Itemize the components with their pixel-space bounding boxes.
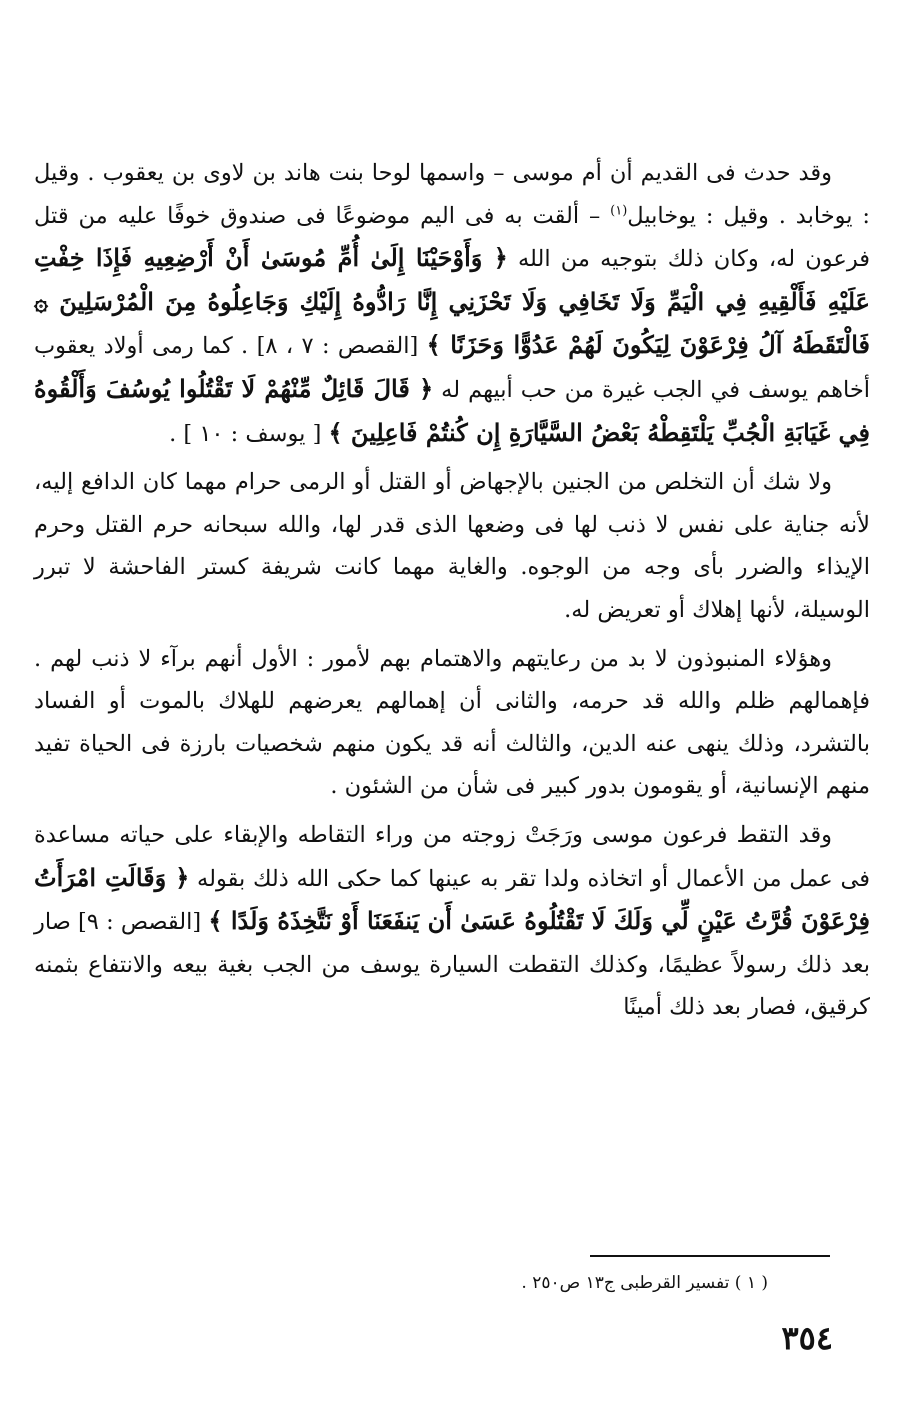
paragraph-2 (34, 461, 870, 631)
text-segment: ولا شك أن التخلص من الجنين بالإجهاض أو القتل أو الرمى حرام مهما كان الدافع إليه، لأنه جناية على نفس لا ذنب لها فى وضعها الذى قدر لها، والله سبحانه حرم القتل وحرم الإيذاء والضرر بأى وجه من الوجوه. والغاية مهما كانت شريفة كستر الفاحشة لا تبرر الوسيلة، لأنها إهلاك أو تعريض له. (34, 469, 870, 623)
footnote: ( ١ ) تفسير القرطبى ج١٣ ص٢٥٠ . (521, 1273, 768, 1293)
text-segment: وهؤلاء المنبوذون لا بد من رعايتهم والاهتمام بهم لأمور : الأول أنهم برآء لا ذنب لهم . فإهمالهم ظلم والله قد حرمه، والثانى أن إهمالهم يعرضهم للهلاك بالموت أو الفساد بالتشرد، وذلك ينهى عنه الدين، والثالث أنه قد يكون منهم شخصيات بارزة فى الحياة تفيد منهم الإنسانية، أو يقومون بدور كبير فى شأن من الشئون . (34, 645, 870, 800)
text-segment: [القصص : ٧ ، ٨] . كما رمى أولاد يعقوب أخاهم يوسف في الجب غيرة من حب أبيهم له (34, 333, 870, 403)
footnote-reference: (١) (610, 203, 628, 219)
text-segment: – ألقت به فى اليم موضوعًا فى صندوق خوفًا عليه من قتل فرعون له، وكان ذلك بتوجيه من الله (34, 202, 871, 273)
text-segment: [القصص : ٩] صار بعد ذلك رسولاً عظيمًا، وكذلك التقطت السيارة يوسف من الجب بغية بيعه والانتفاع بثمنه كرقيق، فصار بعد ذلك أمينًا (34, 909, 870, 1021)
quran-verse: ﴿ وَقَالَتِ امْرَأَتُ فِرْعَوْنَ قُرَّتُ عَيْنٍ لِّي وَلَكَ لَا تَقْتُلُوهُ عَسَىٰ أَن يَنفَعَنَا أَوْ نَتَّخِذَهُ وَلَدًا ﴾ (34, 862, 870, 936)
quran-verse: ﴿ وَأَوْحَيْنَا إِلَىٰ أُمِّ مُوسَىٰ أَنْ أَرْضِعِيهِ فَإِذَا خِفْتِ عَلَيْهِ فَأَلْقِيهِ فِي الْيَمِّ وَلَا تَخَافِي وَلَا تَحْزَنِي إِنَّا رَادُّوهُ إِلَيْكِ وَجَاعِلُوهُ مِنَ الْمُرْسَلِينَ ۞ فَالْتَقَطَهُ آلُ فِرْعَوْنَ لِيَكُونَ لَهُمْ عَدُوًّا وَحَزَنًا ﴾ (34, 243, 871, 360)
text-segment: [ يوسف : ١٠ ] . (169, 420, 329, 447)
paragraph-4 (34, 814, 870, 1029)
quran-verse: ﴿ قَالَ قَائِلٌ مِّنْهُمْ لَا تَقْتُلُوا يُوسُفَ وَأَلْقُوهُ فِي غَيَابَةِ الْجُبِّ يَلْتَقِطْهُ بَعْضُ السَّيَّارَةِ إِن كُنتُمْ فَاعِلِينَ ﴾ (34, 373, 870, 447)
text-segment: وقد حدث فى القديم أن أم موسى – واسمها لوحا بنت هاند بن لاوى بن يعقوب . وقيل : يوخابد . وقيل : يوخابيل (34, 160, 870, 229)
footnote-divider (590, 1255, 830, 1257)
page-number: ٣٥٤ (781, 1319, 833, 1357)
paragraph-1 (34, 152, 870, 455)
page-body (34, 152, 870, 1035)
text-segment: وقد التقط فرعون موسى ورَجَتْ زوجته من وراء التقاطه والإبقاء على حياته مساعدة فى عمل من الأعمال أو اتخاذه ولدا تقر به عينها كما حكى الله ذلك بقوله (34, 821, 870, 892)
paragraph-3 (34, 638, 870, 808)
